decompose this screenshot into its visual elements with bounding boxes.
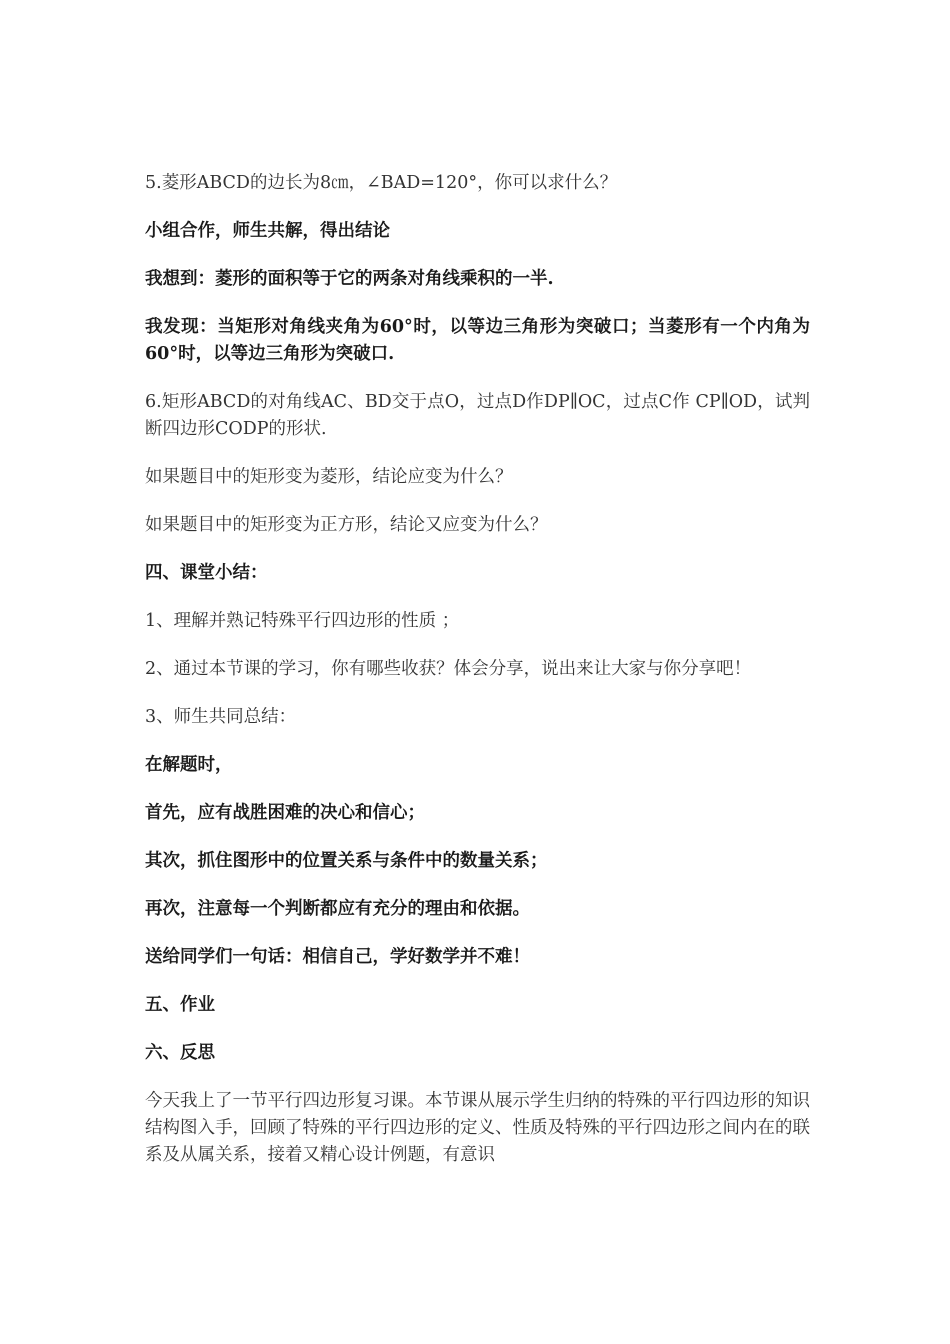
paragraph-first: 首先，应有战胜困难的决心和信心； — [145, 803, 425, 823]
section-heading-homework: 五、作业 — [145, 995, 215, 1015]
summary-item-3: 3、师生共同总结： — [145, 707, 297, 727]
document-body — [145, 170, 810, 1169]
summary-item-2: 2、通过本节课的学习，你有哪些收获？体会分享，说出来让大家与你分享吧！ — [145, 659, 752, 679]
paragraph-rhombus-variant: 如果题目中的矩形变为菱形，结论应变为什么？ — [145, 467, 513, 487]
paragraph-q5: 5.菱形ABCD的边长为8㎝，∠BAD=120°，你可以求什么？ — [145, 173, 618, 193]
paragraph-i-think: 我想到：菱形的面积等于它的两条对角线乘积的一半. — [145, 269, 554, 289]
summary-item-1: 1、理解并熟记特殊平行四边形的性质 ； — [145, 611, 460, 631]
paragraph-q6: 6.矩形ABCD的对角线AC、BD交于点O，过点D作DP∥OC，过点C作 CP∥OD，试判断四边形CODP的形状. — [145, 392, 810, 439]
section-heading-reflection: 六、反思 — [145, 1043, 215, 1063]
paragraph-when-solving: 在解题时， — [145, 755, 233, 775]
paragraph-motto: 送给同学们一句话：相信自己，学好数学并不难！ — [145, 947, 530, 967]
paragraph-group-work: 小组合作，师生共解，得出结论 — [145, 221, 390, 241]
section-heading-summary: 四、课堂小结： — [145, 563, 268, 583]
paragraph-square-variant: 如果题目中的矩形变为正方形，结论又应变为什么？ — [145, 515, 548, 535]
paragraph-i-found: 我发现：当矩形对角线夹角为60°时，以等边三角形为突破口；当菱形有一个内角为60°时，以等边三角形为突破口. — [145, 317, 810, 364]
paragraph-second: 其次，抓住图形中的位置关系与条件中的数量关系； — [145, 851, 548, 871]
paragraph-reflection: 今天我上了一节平行四边形复习课。本节课从展示学生归纳的特殊的平行四边形的知识结构图入手，回顾了特殊的平行四边形的定义、性质及特殊的平行四边形之间内在的联系及从属关系，接着又精心设计例题，有意识 — [145, 1091, 810, 1165]
paragraph-third: 再次，注意每一个判断都应有充分的理由和依据。 — [145, 899, 530, 919]
